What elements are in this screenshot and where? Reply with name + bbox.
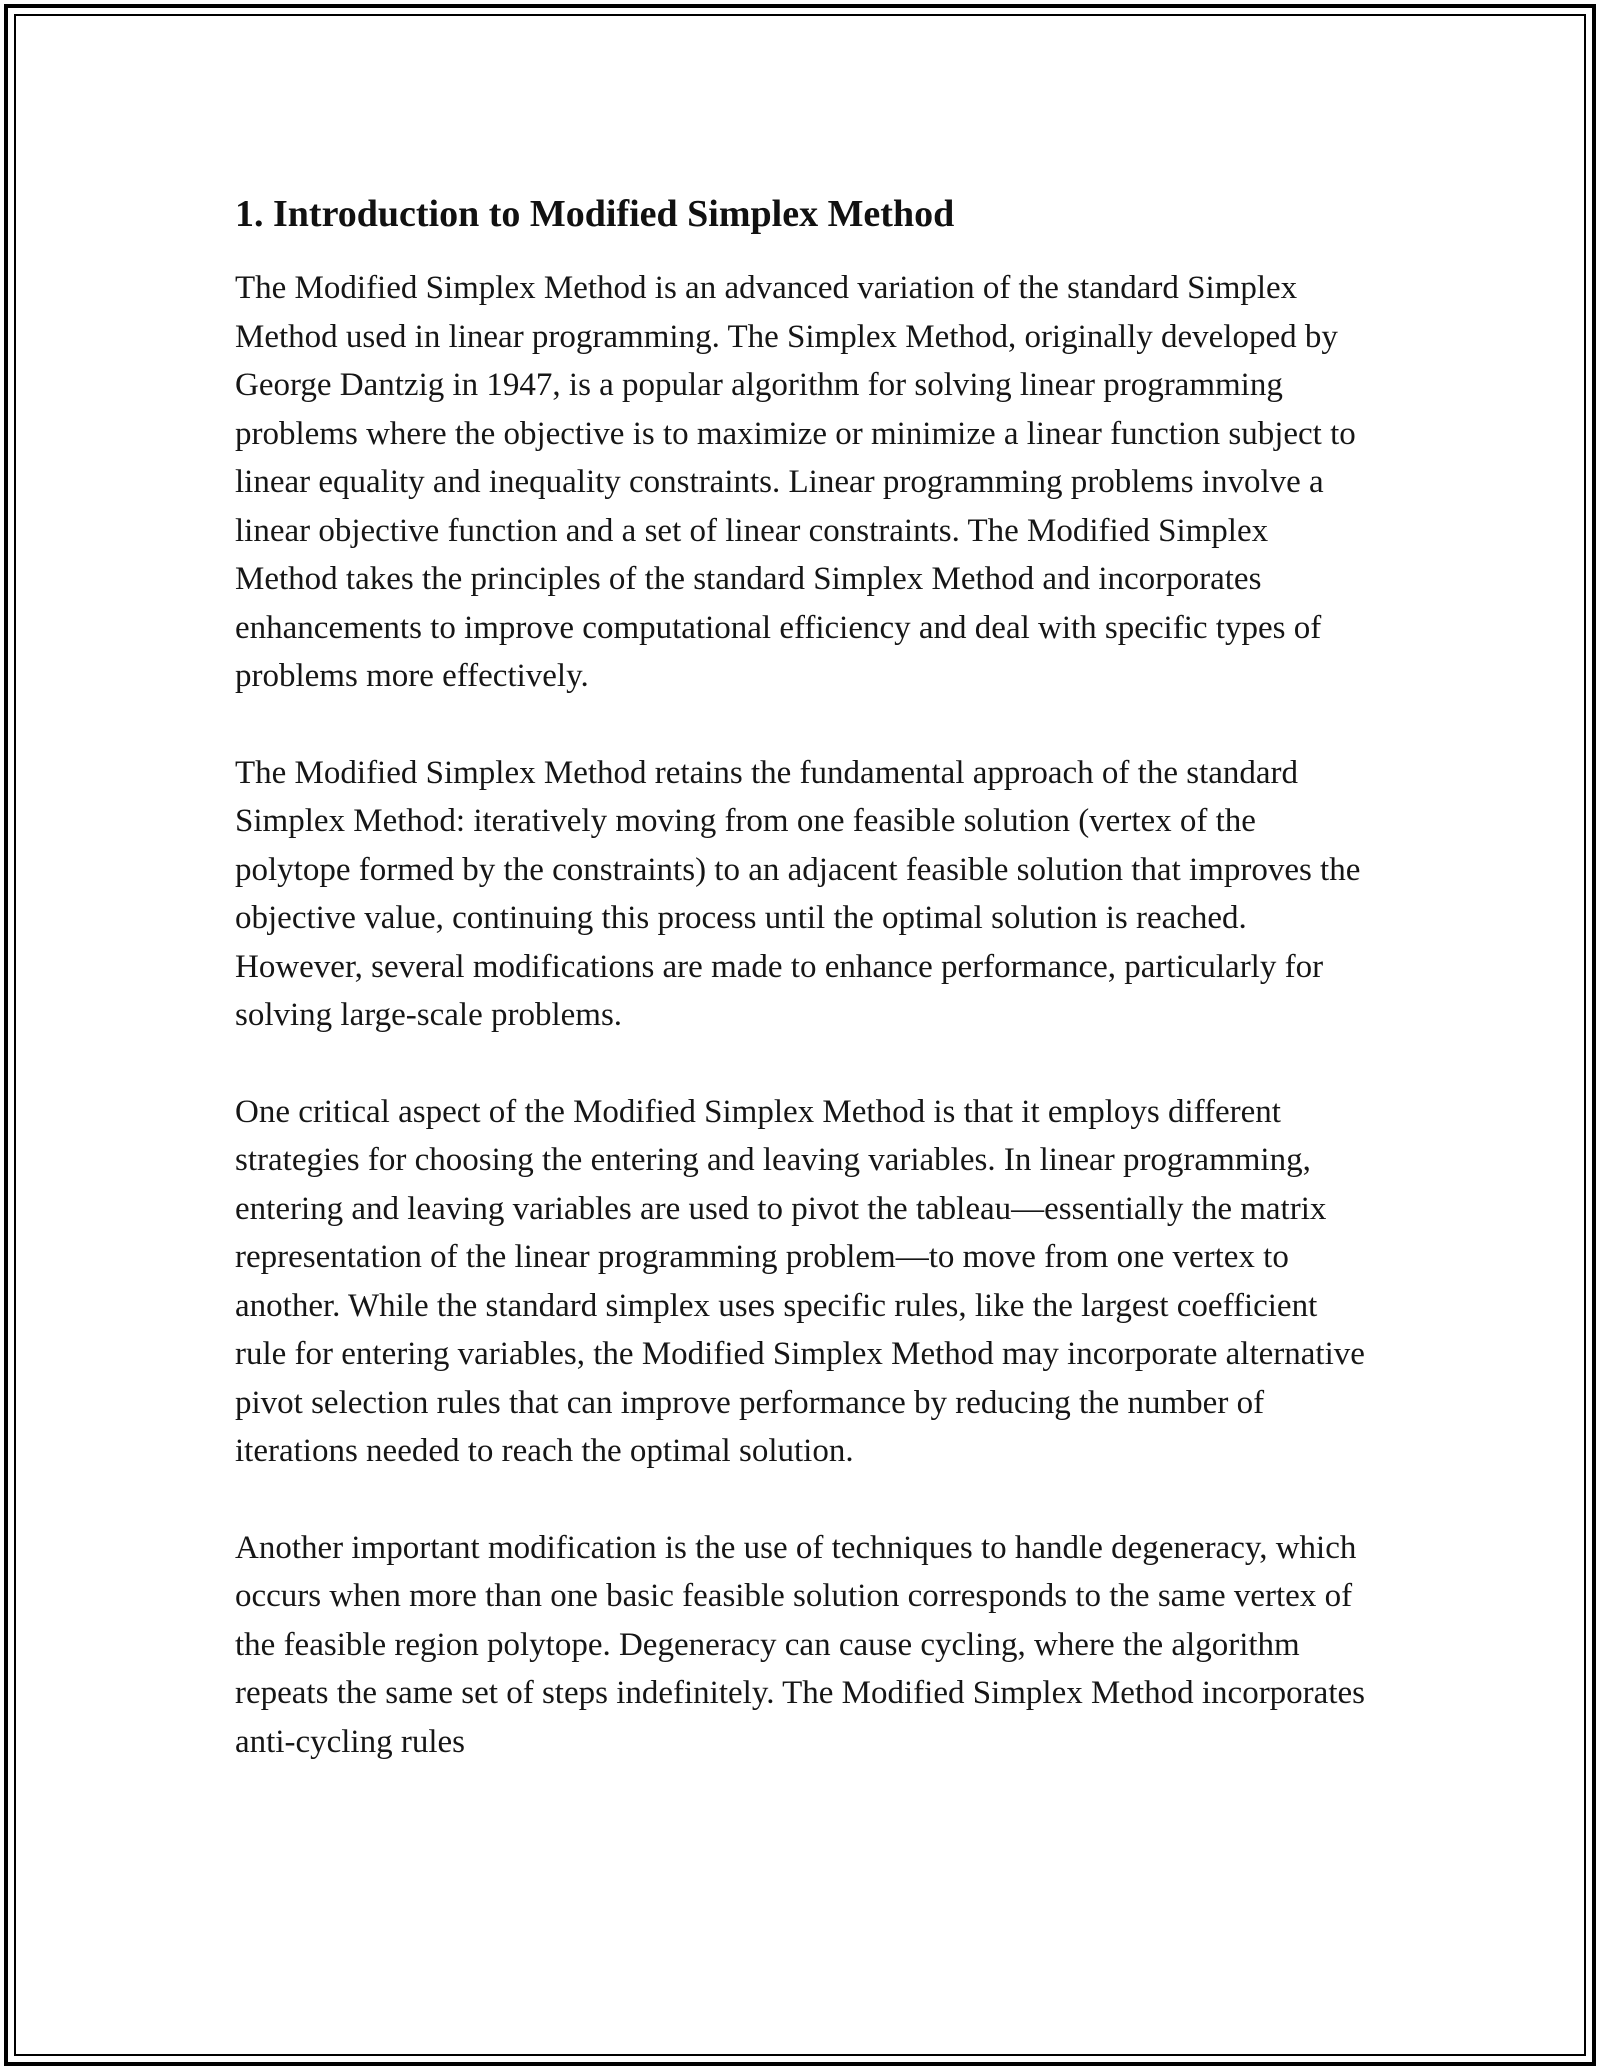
paragraph-intro: The Modified Simplex Method is an advanced variation of the standard Simplex Method used in linear programming. The Simplex Method, originally developed by George Dantzig in 1947, is a popular algorithm for solving linear programming problems where the objective is to maximize or minimize a linear function subject to linear equality and inequality constraints. Linear programming problems involve a linear objective function and a set of linear constraints. The Modified Simplex Method takes the principles of the standard Simplex Method and incorporates enhancements to improve computational efficiency and deal with specific types of problems more effectively. bbox=[235, 270, 1356, 694]
paragraph-approach: The Modified Simplex Method retains the fundamental approach of the standard Simplex Method: iteratively moving from one feasible solution (vertex of the polytope formed by the constraints) to an adjacent feasible solution that improves the objective value, continuing this process until the optimal solution is reached. However, several modifications are made to enhance performance, particularly for solving large-scale problems. bbox=[235, 754, 1361, 1033]
paragraph-degeneracy: Another important modification is the use of techniques to handle degeneracy, which occurs when more than one basic feasible solution corresponds to the same vertex of the feasible region polytope. Degeneracy can cause cycling, where the algorithm repeats the same set of steps indefinitely. The Modified Simplex Method incorporates anti-cycling rules bbox=[235, 1529, 1365, 1760]
document-body bbox=[235, 186, 1375, 1814]
paragraph-pivot-rules: One critical aspect of the Modified Simplex Method is that it employs different strategies for choosing the entering and leaving variables. In linear programming, entering and leaving variables are used to pivot the tableau—essentially the matrix representation of the linear programming problem—to move from one vertex to another. While the standard simplex uses specific rules, like the largest coefficient rule for entering variables, the Modified Simplex Method may incorporate alternative pivot selection rules that can improve performance by reducing the number of iterations needed to reach the optimal solution. bbox=[235, 1093, 1365, 1469]
section-heading: 1. Introduction to Modified Simplex Method bbox=[235, 193, 955, 235]
